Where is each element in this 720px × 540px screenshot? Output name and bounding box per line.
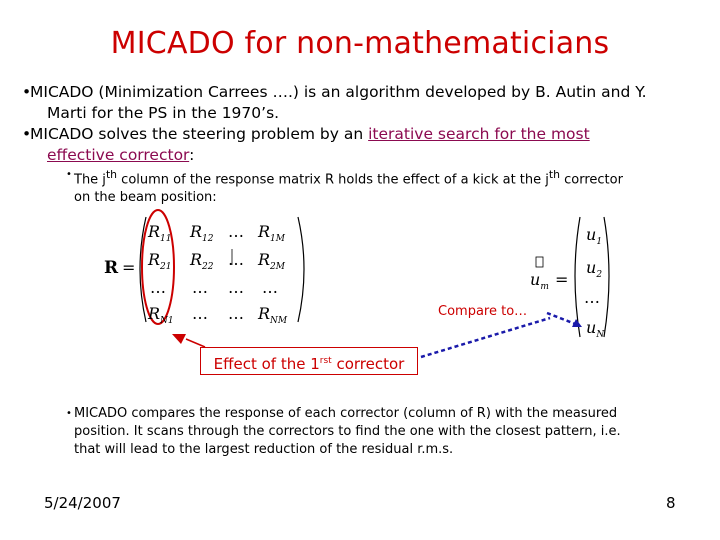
matrix-cell: $R_{1M}$: [258, 222, 285, 245]
underlined-phrase: iterative search for the most: [368, 125, 590, 143]
vector-right-paren: [604, 217, 609, 337]
sub-bullet-micado-compares: [66, 405, 674, 459]
compare-arrow-line: [547, 313, 578, 325]
matrix-cell: $R_{21}$: [148, 250, 172, 273]
bullet-text: :: [189, 146, 195, 164]
bullet-dot: •: [22, 83, 32, 101]
callout-text: Effect of the 1: [213, 355, 320, 373]
callout-text: corrector: [331, 355, 405, 373]
vector-equals: =: [555, 270, 569, 289]
vector-lhs: $u_m$: [530, 270, 549, 293]
matrix-cell: …: [228, 222, 244, 241]
effect-callout: [200, 347, 418, 375]
sub-bullet-line-2: on the beam position:: [74, 190, 217, 206]
superscript: rst: [319, 356, 332, 366]
bullet-text: MICADO solves the steering problem by an: [30, 125, 369, 143]
matrix-equals: =: [122, 258, 136, 277]
matrix-cell: …: [262, 278, 278, 297]
matrix-cell: …: [150, 278, 166, 297]
matrix-cell: $R_{N1}$: [148, 304, 174, 327]
vector-element-mark: [536, 257, 543, 267]
matrix-cell: …: [228, 278, 244, 297]
text: column of the response matrix R holds the effect of a kick at the j: [117, 172, 549, 188]
superscript: th: [105, 168, 118, 181]
sub-bullet-dot: •: [66, 408, 72, 419]
vector-entry: $u_2$: [586, 258, 603, 281]
matrix-cell: $R_{11}$: [148, 222, 172, 245]
matrix-cell: …: [228, 250, 244, 269]
vector-entry: $u_N$: [586, 318, 605, 341]
underlined-phrase: effective corrector: [47, 146, 190, 164]
vector-entry: …: [584, 288, 600, 307]
vector-entry: $u_1$: [586, 225, 603, 248]
matrix-cell: $R_{NM}$: [258, 304, 288, 327]
matrix-label: R: [104, 258, 119, 278]
matrix-cell: $R_{22}$: [190, 250, 214, 273]
superscript: th: [548, 168, 560, 181]
text: The j: [74, 172, 106, 188]
bullet-line-2: Marti for the PS in the 1970’s.: [47, 104, 280, 122]
bullet-line-1: MICADO (Minimization Carrees ….) is an algorithm developed by B. Autin and Y.: [30, 83, 647, 101]
sub-bullet-line-1: MICADO compares the response of each corrector (column of R) with the measured: [74, 406, 618, 421]
slide-title: MICADO for non-mathematicians: [110, 26, 610, 61]
matrix-cell: …: [192, 304, 208, 323]
matrix-cell: …: [228, 304, 244, 323]
effect-to-compare-line: [421, 318, 550, 357]
effect-arrow-head: [172, 334, 186, 344]
matrix-right-paren: [298, 217, 304, 322]
bullet-dot: •: [22, 125, 32, 143]
matrix-cell: $R_{12}$: [190, 222, 214, 245]
sub-bullet-line-2: position. It scans through the correctors to find the one with the closest pattern, i.e.: [74, 424, 621, 439]
matrix-cell: …: [192, 278, 208, 297]
compare-label: Compare to…: [438, 304, 528, 319]
effect-arrow-line: [186, 339, 205, 347]
page-number: 8: [666, 494, 676, 512]
sub-bullet-dot: •: [66, 169, 72, 180]
text: corrector: [560, 172, 623, 188]
vector-left-paren: [575, 217, 580, 337]
sub-bullet-line-3: that will lead to the largest reduction of the residual r.m.s.: [74, 442, 454, 457]
matrix-cell: $R_{2M}$: [258, 250, 285, 273]
footer-date: 5/24/2007: [44, 494, 121, 512]
